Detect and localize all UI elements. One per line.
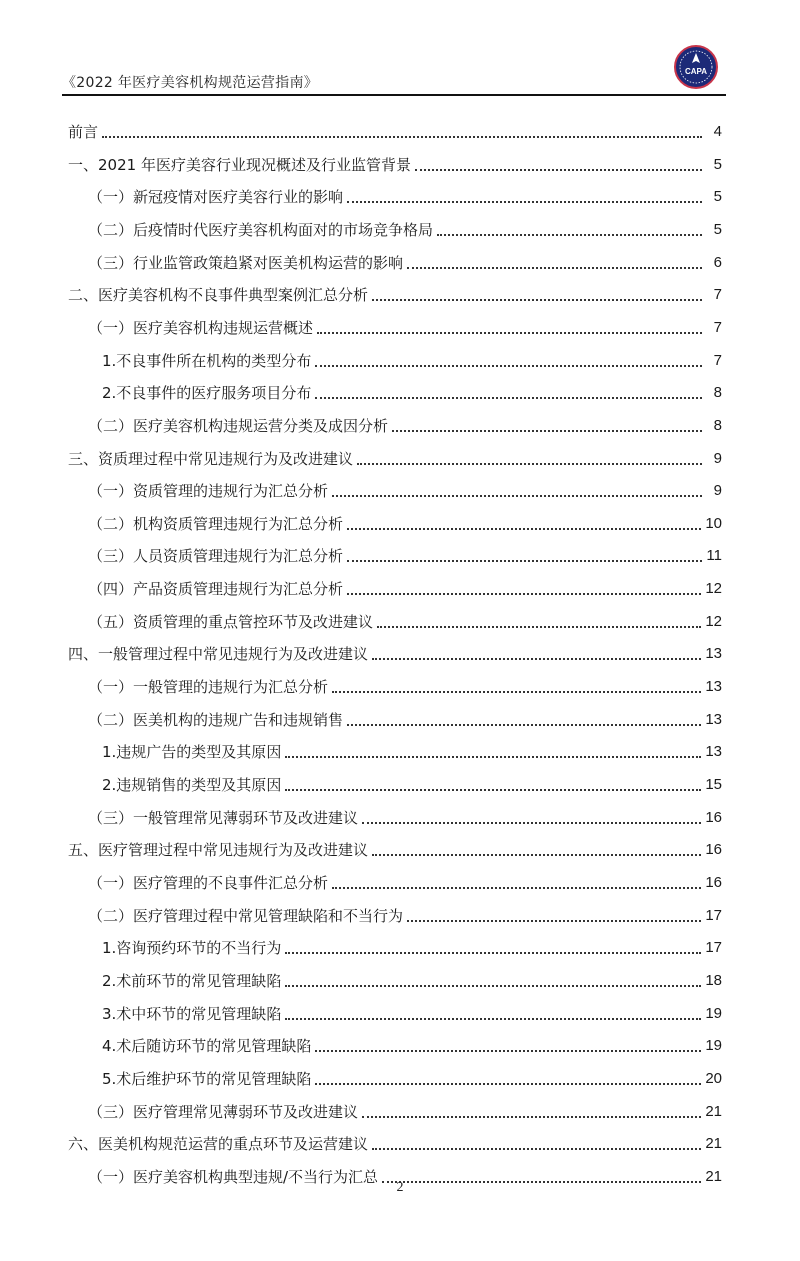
toc-entry[interactable] [62, 863, 722, 893]
toc-entry[interactable] [62, 830, 722, 860]
toc-entry-label: 1.违规广告的类型及其原因 [102, 743, 282, 762]
document-title: 《2022 年医疗美容机构规范运营指南》 [62, 75, 319, 91]
toc-entry-label: 4.术后随访环节的常见管理缺陷 [102, 1037, 312, 1056]
toc-entry-page: 8 [713, 416, 722, 434]
page-header [62, 44, 726, 96]
toc-entry[interactable] [62, 177, 722, 207]
toc-dot-leader [372, 299, 702, 301]
toc-entry-label: （四）产品资质管理违规行为汇总分析 [88, 580, 344, 599]
toc-dot-leader [347, 724, 701, 726]
toc-entry-page: 13 [705, 645, 722, 663]
toc-entry-label: （一）新冠疫情对医疗美容行业的影响 [88, 188, 344, 207]
toc-dot-leader [332, 495, 702, 497]
toc-dot-leader [315, 1083, 701, 1085]
toc-entry[interactable] [62, 471, 722, 501]
toc-dot-leader [332, 887, 701, 889]
toc-dot-leader [332, 691, 701, 693]
toc-entry-label: 五、医疗管理过程中常见违规行为及改进建议 [68, 841, 369, 860]
toc-entry-page: 20 [705, 1069, 722, 1087]
toc-entry[interactable] [62, 896, 722, 926]
toc-entry-page: 19 [705, 1004, 722, 1022]
toc-entry-label: 四、一般管理过程中常见违规行为及改进建议 [68, 645, 369, 664]
toc-dot-leader [377, 626, 701, 628]
toc-entry-page: 9 [713, 449, 722, 467]
toc-dot-leader [285, 985, 701, 987]
toc-entry[interactable] [62, 634, 722, 664]
toc-entry[interactable] [62, 765, 722, 795]
toc-entry-page: 6 [713, 253, 722, 271]
toc-entry-page: 16 [705, 841, 722, 859]
toc-entry-page: 7 [713, 286, 722, 304]
toc-dot-leader [372, 658, 701, 660]
toc-entry-page: 21 [705, 1102, 722, 1120]
toc-entry-page: 12 [705, 580, 722, 598]
toc-entry[interactable] [62, 700, 722, 730]
toc-dot-leader [415, 169, 702, 171]
toc-dot-leader [285, 789, 701, 791]
toc-dot-leader [407, 920, 701, 922]
toc-entry-page: 21 [705, 1167, 722, 1185]
toc-entry[interactable] [62, 667, 722, 697]
toc-entry[interactable] [62, 1124, 722, 1154]
toc-entry[interactable] [62, 406, 722, 436]
toc-entry-page: 10 [705, 514, 722, 532]
toc-dot-leader [407, 267, 702, 269]
toc-entry-label: （二）医美机构的违规广告和违规销售 [88, 710, 344, 729]
toc-entry-label: 三、资质理过程中常见违规行为及改进建议 [68, 449, 354, 468]
toc-entry[interactable] [62, 732, 722, 762]
toc-entry-label: （二）机构资质管理违规行为汇总分析 [88, 514, 344, 533]
toc-entry-label: （二）医疗美容机构违规运营分类及成因分析 [88, 416, 389, 435]
toc-entry[interactable] [62, 112, 722, 142]
toc-entry-label: 前言 [68, 123, 99, 141]
toc-entry-label: （二）后疫情时代医疗美容机构面对的市场竞争格局 [88, 220, 434, 239]
toc-entry-label: （三）人员资质管理违规行为汇总分析 [88, 547, 344, 566]
toc-entry[interactable] [62, 798, 722, 828]
toc-dot-leader [347, 560, 702, 562]
toc-entry-label: （一）医疗管理的不良事件汇总分析 [88, 873, 329, 892]
toc-entry-label: （一）医疗美容机构典型违规/不当行为汇总 [88, 1167, 379, 1186]
toc-dot-leader [392, 430, 702, 432]
toc-entry-page: 7 [713, 351, 722, 369]
toc-entry[interactable] [62, 994, 722, 1024]
toc-entry-page: 17 [705, 939, 722, 957]
toc-entry-label: 二、医疗美容机构不良事件典型案例汇总分析 [68, 286, 369, 305]
toc-entry-page: 5 [713, 155, 722, 173]
toc-entry-page: 15 [705, 776, 722, 793]
toc-entry[interactable] [62, 536, 722, 566]
toc-dot-leader [285, 1018, 701, 1020]
toc-entry[interactable] [62, 145, 722, 175]
toc-entry-label: （一）资质管理的违规行为汇总分析 [88, 482, 329, 501]
toc-entry-page: 4 [713, 123, 722, 140]
toc-entry[interactable] [62, 210, 722, 240]
toc-entry-label: 2.术前环节的常见管理缺陷 [102, 971, 282, 990]
toc-entry[interactable] [62, 928, 722, 958]
toc-dot-leader [357, 463, 702, 465]
toc-entry-page: 16 [705, 873, 722, 891]
toc-entry-label: 2.不良事件的医疗服务项目分布 [102, 384, 312, 403]
toc-entry-page: 13 [705, 743, 722, 761]
toc-entry[interactable] [62, 569, 722, 599]
toc-entry-page: 12 [705, 612, 722, 630]
toc-dot-leader [285, 952, 701, 954]
toc-dot-leader [347, 528, 701, 530]
toc-entry-page: 5 [713, 188, 722, 206]
toc-entry-page: 5 [713, 220, 722, 238]
toc-dot-leader [362, 822, 701, 824]
toc-dot-leader [317, 332, 702, 334]
header-divider [62, 94, 726, 96]
toc-entry-label: （三）一般管理常见薄弱环节及改进建议 [88, 808, 359, 827]
toc-entry-page: 8 [713, 384, 722, 402]
toc-entry[interactable] [62, 341, 722, 371]
toc-entry[interactable] [62, 1026, 722, 1056]
toc-entry[interactable] [62, 602, 722, 632]
logo-text: CAPA [684, 67, 708, 76]
toc-dot-leader [347, 593, 701, 595]
toc-entry-label: 1.不良事件所在机构的类型分布 [102, 351, 312, 370]
toc-entry-page: 11 [706, 547, 722, 565]
toc-entry-label: 3.术中环节的常见管理缺陷 [102, 1004, 282, 1023]
toc-entry-label: 1.咨询预约环节的不当行为 [102, 939, 282, 958]
toc-entry-page: 19 [705, 1037, 722, 1055]
toc-dot-leader [372, 854, 701, 856]
toc-dot-leader [347, 201, 702, 203]
toc-entry-label: （二）医疗管理过程中常见管理缺陷和不当行为 [88, 906, 404, 925]
capa-logo-icon [670, 44, 722, 90]
toc-entry-label: （一）一般管理的违规行为汇总分析 [88, 678, 329, 697]
toc-dot-leader [437, 234, 702, 236]
toc-entry[interactable] [62, 308, 722, 338]
toc-entry-label: 六、医美机构规范运营的重点环节及运营建议 [68, 1135, 369, 1154]
toc-entry[interactable] [62, 1092, 722, 1122]
toc-dot-leader [315, 397, 702, 399]
toc-entry-page: 21 [705, 1135, 722, 1153]
toc-dot-leader [362, 1116, 701, 1118]
toc-dot-leader [285, 756, 701, 758]
toc-entry-page: 16 [705, 808, 722, 826]
toc-entry-label: （三）医疗管理常见薄弱环节及改进建议 [88, 1102, 359, 1121]
toc-entry-page: 13 [705, 710, 722, 728]
toc-dot-leader [372, 1148, 701, 1150]
toc-dot-leader [315, 365, 702, 367]
toc-entry-page: 18 [705, 971, 722, 989]
toc-entry-page: 17 [705, 906, 722, 924]
toc-entry-label: 一、2021 年医疗美容行业现况概述及行业监管背景 [68, 155, 411, 174]
toc-entry[interactable] [62, 961, 722, 991]
toc-entry[interactable] [62, 373, 722, 403]
toc-entry[interactable] [62, 439, 722, 469]
toc-entry-label: 5.术后维护环节的常见管理缺陷 [102, 1069, 312, 1088]
toc-entry[interactable] [62, 1059, 722, 1089]
toc-entry-page: 7 [713, 318, 722, 336]
toc-entry-label: （三）行业监管政策趋紧对医美机构运营的影响 [88, 253, 404, 272]
toc-dot-leader [315, 1050, 701, 1052]
toc-entry-label: （一）医疗美容机构违规运营概述 [88, 318, 314, 337]
toc-entry[interactable] [62, 243, 722, 273]
toc-entry-label: 2.违规销售的类型及其原因 [102, 776, 282, 794]
page-number: 2 [396, 1180, 404, 1195]
toc-dot-leader [102, 136, 702, 138]
toc-entry[interactable] [62, 504, 722, 534]
toc-entry[interactable] [62, 275, 722, 305]
toc-entry-label: （五）资质管理的重点管控环节及改进建议 [88, 612, 374, 631]
toc-entry-page: 9 [713, 482, 722, 500]
toc-entry-page: 13 [705, 678, 722, 696]
